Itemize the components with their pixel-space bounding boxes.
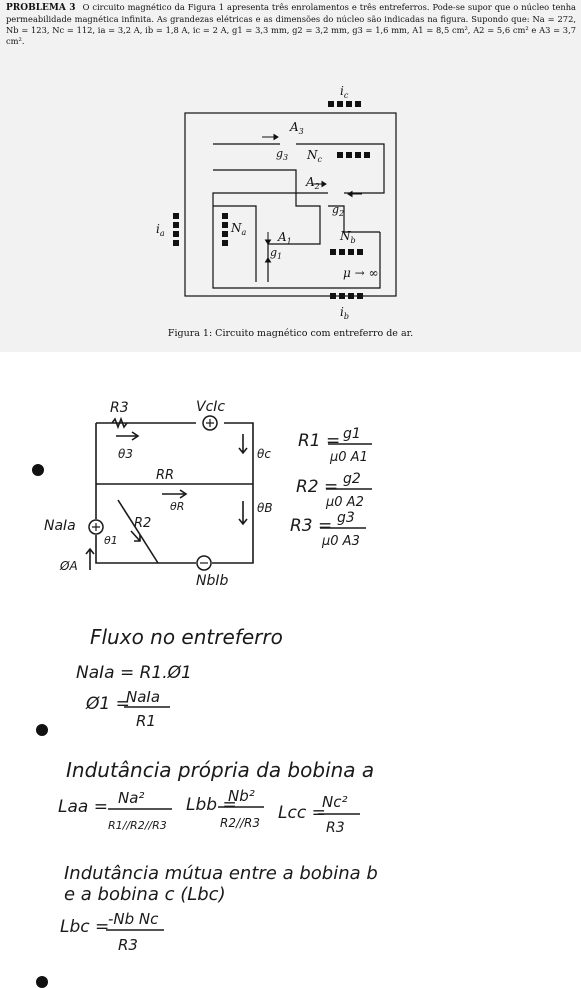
flux-title: Fluxo no entreferro	[90, 625, 283, 649]
arrow-thetab	[239, 501, 247, 524]
svg-text:Lbc =: Lbc =	[60, 917, 110, 937]
eq-lbc	[60, 910, 164, 954]
svg-text:Nb²: Nb²	[228, 787, 255, 805]
svg-text:R2//R3: R2//R3	[220, 816, 261, 830]
mutual-title-line1: Indutância mútua entre a bobina b	[64, 863, 378, 884]
label-g1: $g_1$	[270, 246, 283, 261]
svg-text:g3: g3	[337, 510, 355, 526]
eq-lcc	[278, 793, 360, 836]
figure-caption: Figura 1: Circuito magnético com entreferro de ar.	[167, 328, 414, 339]
svg-text:R3: R3	[118, 936, 138, 954]
arrow-theta3	[116, 432, 138, 440]
label-vcic: VcIc	[196, 399, 226, 415]
label-phia: ØA	[60, 559, 78, 573]
self-inductance-title: Indutância própria da bobina a	[66, 758, 375, 782]
label-ia: $i_a$	[156, 222, 165, 238]
svg-text:Lbb =: Lbb =	[186, 795, 237, 815]
arrow-thetar	[162, 490, 186, 498]
problem-title: PROBLEMA 3	[6, 3, 76, 13]
label-a2: $A_2$	[306, 175, 320, 191]
label-nc: $N_c$	[307, 148, 322, 164]
label-r3: R3	[110, 400, 129, 416]
svg-text:Na²: Na²	[118, 789, 145, 807]
svg-text:Ø1 =: Ø1 =	[86, 694, 130, 714]
label-r2: R2	[134, 516, 152, 531]
svg-text:g1: g1	[343, 426, 361, 442]
label-thetab: θB	[257, 501, 273, 515]
coil-a-squares	[173, 213, 228, 246]
arrow-a2-left	[322, 182, 326, 187]
flux-eq1: NaIa = R1.Ø1	[76, 663, 192, 683]
handwritten-notes	[0, 352, 581, 986]
problem-text: O circuito magnético da Figura 1 apresenta três enrolamentos e três entreferros. Pode-se supor que o núcleo tenha permeabilidade magnética infinita. As grandezas elétricas e as dimensões do núcleo são indicadas na figura. Supondo que: Na = 272, Nb = 123, Nc = 112, ia = 3,2 A, ib = 1,8 A, ic = 2 A, g1 = 3,3 mm, g2 = 3,2 mm, g3 = 1,6 mm, A1 = 8,5 cm², A2 = 5,6 cm² e A3 = 3,7 cm².	[6, 2, 576, 46]
svg-text:R1//R2//R3: R1//R2//R3	[108, 819, 167, 832]
svg-text:R1: R1	[136, 712, 156, 730]
label-ib: $i_b$	[340, 305, 349, 321]
core-middle-leg	[213, 170, 320, 282]
equivalent-circuit	[86, 419, 253, 570]
svg-text:Laa =: Laa =	[58, 797, 108, 817]
label-rr: RR	[156, 468, 175, 483]
svg-text:Lcc =: Lcc =	[278, 803, 326, 823]
svg-text:μ0 A1: μ0 A1	[330, 450, 368, 465]
label-a1: $A_1$	[278, 230, 292, 246]
svg-text:NaIa: NaIa	[126, 688, 161, 706]
wire-r2	[118, 500, 158, 563]
svg-text:μ0 A3: μ0 A3	[322, 534, 360, 549]
magnetic-circuit-figure	[0, 0, 581, 352]
mutual-title-line2: e a bobina c (Lbc)	[64, 884, 226, 905]
printed-problem-section	[0, 0, 581, 352]
svg-text:g2: g2	[343, 471, 361, 487]
label-mu-infinity: μ → ∞	[343, 266, 379, 280]
reluctance-r1	[298, 426, 372, 465]
label-theta1: θ1	[104, 534, 118, 547]
label-g3: $g_3$	[276, 147, 289, 162]
arrow-a3	[274, 135, 278, 140]
arrow-thetac	[239, 434, 247, 453]
eq-laa	[58, 789, 172, 832]
svg-text:R3: R3	[326, 820, 345, 836]
reluctance-r2	[296, 471, 372, 510]
label-g2: $g_2$	[332, 203, 345, 218]
label-ic: $i_c$	[340, 84, 349, 100]
flux-eq2	[85, 688, 170, 730]
label-theta3: θ3	[118, 447, 133, 461]
circuit-labels	[44, 399, 273, 589]
label-a3: $A_3$	[290, 120, 304, 136]
arrow-phia	[86, 549, 94, 570]
arrow-a2-right	[348, 192, 352, 197]
coil-c-squares	[328, 101, 370, 158]
svg-text:R2 =: R2 =	[296, 477, 339, 497]
svg-text:-Nb Nc: -Nb Nc	[108, 910, 159, 928]
label-nb: $N_b$	[340, 229, 356, 245]
label-thetar: θR	[170, 500, 185, 513]
label-na: $N_a$	[231, 221, 247, 237]
svg-text:μ0 A2: μ0 A2	[326, 495, 364, 510]
label-nbib: NbIb	[196, 573, 229, 589]
eq-lbb	[186, 787, 264, 830]
svg-text:Nc²: Nc²	[322, 793, 348, 811]
svg-text:R3 =: R3 =	[290, 516, 333, 536]
margin-bullet-1	[32, 464, 44, 476]
margin-bullet-3	[36, 976, 48, 988]
reluctance-r3	[290, 510, 366, 549]
svg-text:R1 =: R1 =	[298, 431, 341, 451]
label-thetac: θc	[257, 447, 271, 461]
margin-bullet-2	[36, 724, 48, 736]
label-naia: NaIa	[44, 518, 76, 534]
